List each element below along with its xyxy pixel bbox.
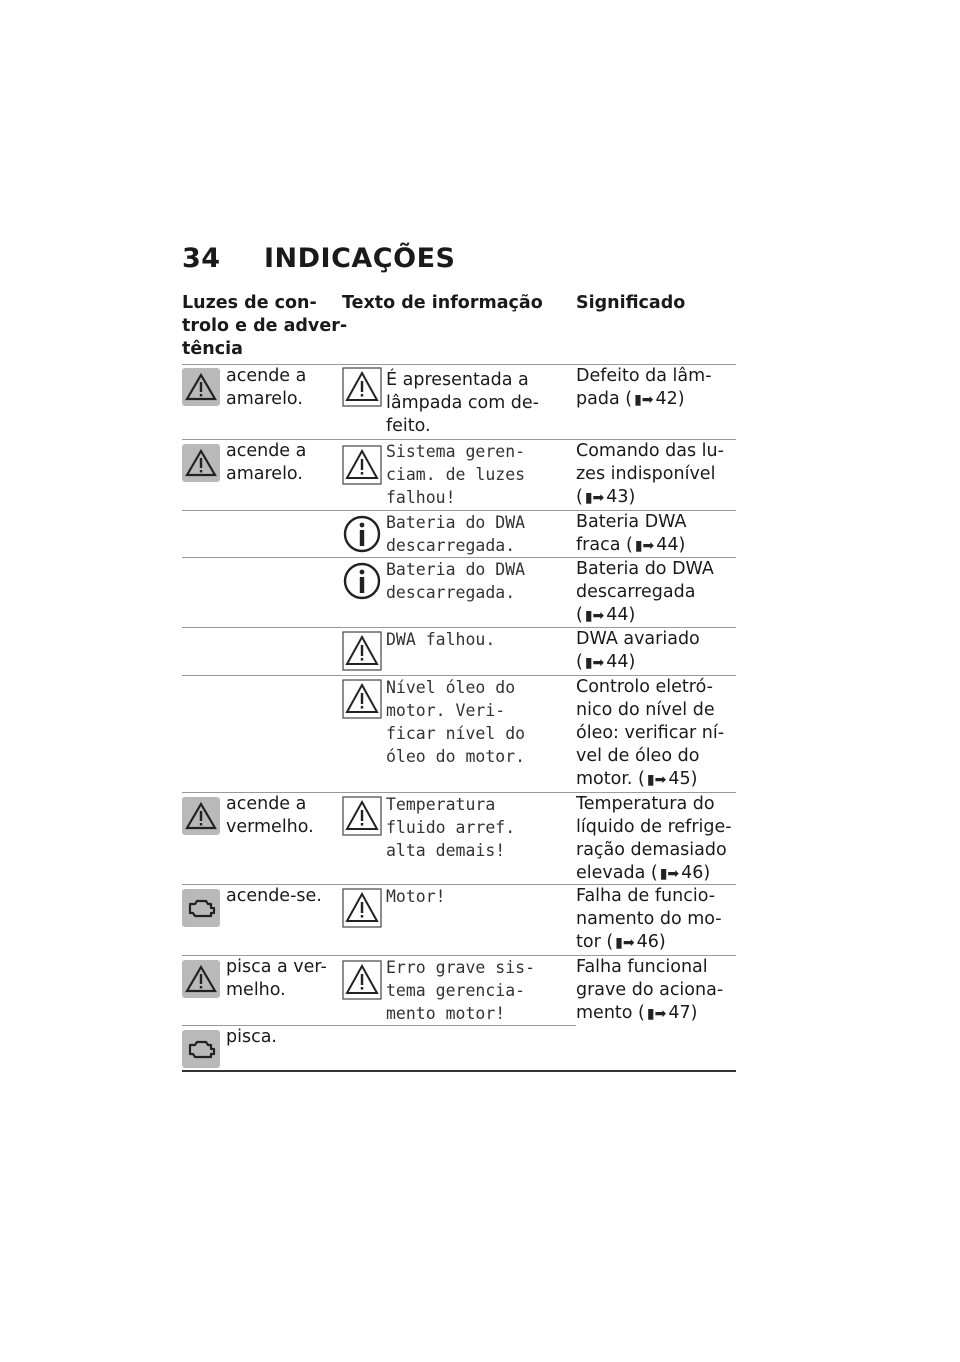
column-header-meaning xyxy=(576,292,685,315)
info-text xyxy=(386,558,556,604)
page-reference-arrow-icon: ▮➡ xyxy=(584,608,605,624)
page-reference-arrow-icon: ▮➡ xyxy=(584,490,605,506)
text-line: DWA falhou. xyxy=(386,630,496,649)
text-line: Temperatura xyxy=(386,795,496,814)
text-line: Motor! xyxy=(386,887,446,906)
text-line: líquido de refrige- xyxy=(576,817,732,837)
meaning-text xyxy=(576,676,736,792)
page-reference-arrow-icon: ▮➡ xyxy=(634,392,654,408)
meaning-text xyxy=(576,365,736,412)
text-line: Temperatura do xyxy=(576,794,715,814)
text-line: elevada ( xyxy=(576,863,658,883)
warning-triangle-icon xyxy=(342,888,382,928)
info-text xyxy=(386,885,556,908)
text-line: fluido arref. xyxy=(386,818,516,837)
warning-lamp-icon xyxy=(182,960,220,998)
text-line: ração demasiado xyxy=(576,840,727,860)
info-text xyxy=(386,511,556,557)
text-line: Bateria DWA xyxy=(576,512,687,532)
page-reference-arrow-icon: ▮➡ xyxy=(615,935,635,951)
text-line: lâmpada com de- xyxy=(386,393,539,413)
text-line: óleo: verificar ní- xyxy=(576,723,725,743)
info-text xyxy=(386,793,556,862)
page-reference[interactable]: 45) xyxy=(668,769,698,789)
text-line: pisca a ver- xyxy=(226,957,327,977)
text-line: óleo do motor. xyxy=(386,747,526,766)
text-line: Bateria do DWA xyxy=(386,560,526,579)
text-line: ( xyxy=(576,605,583,625)
text-line: tema gerencia- xyxy=(386,981,526,1000)
lamp-state xyxy=(226,885,336,908)
text-line: Bateria do DWA xyxy=(576,559,714,579)
page-reference[interactable]: 46) xyxy=(636,932,666,952)
table-bottom-rule xyxy=(182,1070,736,1072)
page-reference[interactable]: 42) xyxy=(655,389,685,409)
meaning-text xyxy=(576,885,736,955)
text-line: descarregada xyxy=(576,582,696,602)
text-line: mento motor! xyxy=(386,1004,506,1023)
info-text xyxy=(386,440,556,509)
text-line: amarelo. xyxy=(226,389,303,409)
text-line: tor ( xyxy=(576,932,614,952)
info-text xyxy=(386,369,556,438)
text-line: namento do mo- xyxy=(576,909,722,929)
page-reference[interactable]: 47) xyxy=(668,1003,698,1023)
text-line: motor. Veri- xyxy=(386,701,506,720)
text-line: ( xyxy=(576,652,583,672)
info-text xyxy=(386,628,556,651)
text-line: melho. xyxy=(226,980,286,1000)
text-line: descarregada. xyxy=(386,536,516,555)
info-circle-icon xyxy=(342,514,382,554)
engine-lamp-icon xyxy=(182,889,220,927)
lamp-state xyxy=(226,1026,336,1049)
meaning-text xyxy=(576,558,736,628)
text-line: zes indisponível xyxy=(576,464,716,484)
page-reference-arrow-icon: ▮➡ xyxy=(659,866,680,882)
column-header-line: Luzes de con- xyxy=(182,293,317,313)
warning-lamp-icon xyxy=(182,368,220,406)
section-title: INDICAÇÕES xyxy=(264,243,456,274)
text-line: pisca. xyxy=(226,1027,277,1047)
text-line: acende a xyxy=(226,366,307,386)
warning-lamp-icon xyxy=(182,797,220,835)
text-line: Controlo eletró- xyxy=(576,677,713,697)
page-reference-arrow-icon: ▮➡ xyxy=(646,1006,667,1022)
lamp-state xyxy=(226,956,336,1002)
column-header-line: Texto de informação xyxy=(342,293,543,313)
text-line: Comando das lu- xyxy=(576,441,724,461)
text-line: acende a xyxy=(226,794,307,814)
text-line: amarelo. xyxy=(226,464,303,484)
text-line: Falha de funcio- xyxy=(576,886,716,906)
text-line: É apresentada a xyxy=(386,370,529,390)
page-reference-arrow-icon: ▮➡ xyxy=(634,538,655,554)
text-line: fraca ( xyxy=(576,535,633,555)
page-reference[interactable]: 46) xyxy=(681,863,711,883)
page-reference[interactable]: 44) xyxy=(606,605,636,625)
column-header-line: Significado xyxy=(576,293,686,313)
warning-triangle-icon xyxy=(342,631,382,671)
warning-triangle-icon xyxy=(342,367,382,407)
lamp-state xyxy=(226,793,336,839)
text-line: acende a xyxy=(226,441,307,461)
lamp-state xyxy=(226,365,336,411)
warning-triangle-icon xyxy=(342,445,382,485)
text-line: grave do aciona- xyxy=(576,980,724,1000)
warning-triangle-icon xyxy=(342,960,382,1000)
meaning-text xyxy=(576,793,736,886)
text-line: Erro grave sis- xyxy=(386,958,536,977)
text-line: ficar nível do xyxy=(386,724,526,743)
info-text xyxy=(386,956,556,1025)
text-line: vermelho. xyxy=(226,817,314,837)
meaning-text xyxy=(576,628,736,675)
warning-triangle-icon xyxy=(342,679,382,719)
warning-triangle-icon xyxy=(342,796,382,836)
text-line: Defeito da lâm- xyxy=(576,366,712,386)
text-line: ciam. de luzes xyxy=(386,465,526,484)
page-reference[interactable]: 44) xyxy=(656,535,686,555)
column-header-info-text xyxy=(342,292,543,315)
text-line: acende-se. xyxy=(226,886,322,906)
text-line: nico do nível de xyxy=(576,700,715,720)
text-line: alta demais! xyxy=(386,841,506,860)
engine-lamp-icon xyxy=(182,1030,220,1068)
column-header-line: trolo e de adver- xyxy=(182,316,348,336)
text-line: Bateria do DWA xyxy=(386,513,526,532)
meaning-text xyxy=(576,440,736,510)
page-reference-arrow-icon: ▮➡ xyxy=(584,655,605,671)
text-line: mento ( xyxy=(576,1003,645,1023)
info-text xyxy=(386,676,556,768)
text-line: DWA avariado xyxy=(576,629,700,649)
column-header-lights xyxy=(182,292,347,361)
page-number: 34 xyxy=(182,243,221,274)
warning-lamp-icon xyxy=(182,444,220,482)
text-line: motor. ( xyxy=(576,769,645,789)
text-line: pada ( xyxy=(576,389,633,409)
page-reference[interactable]: 43) xyxy=(606,487,636,507)
text-line: descarregada. xyxy=(386,583,516,602)
page-reference[interactable]: 44) xyxy=(606,652,636,672)
text-line: vel de óleo do xyxy=(576,746,700,766)
text-line: Nível óleo do xyxy=(386,678,516,697)
text-line: Falha funcional xyxy=(576,957,708,977)
text-line: Sistema geren- xyxy=(386,442,526,461)
text-line: feito. xyxy=(386,416,431,436)
meaning-text xyxy=(576,956,736,1026)
text-line: falhou! xyxy=(386,488,456,507)
info-circle-icon xyxy=(342,561,382,601)
page-reference-arrow-icon: ▮➡ xyxy=(646,772,667,788)
meaning-text xyxy=(576,511,736,558)
page-header xyxy=(182,243,455,274)
text-line: ( xyxy=(576,487,583,507)
column-header-line: tência xyxy=(182,339,243,359)
lamp-state xyxy=(226,440,336,486)
